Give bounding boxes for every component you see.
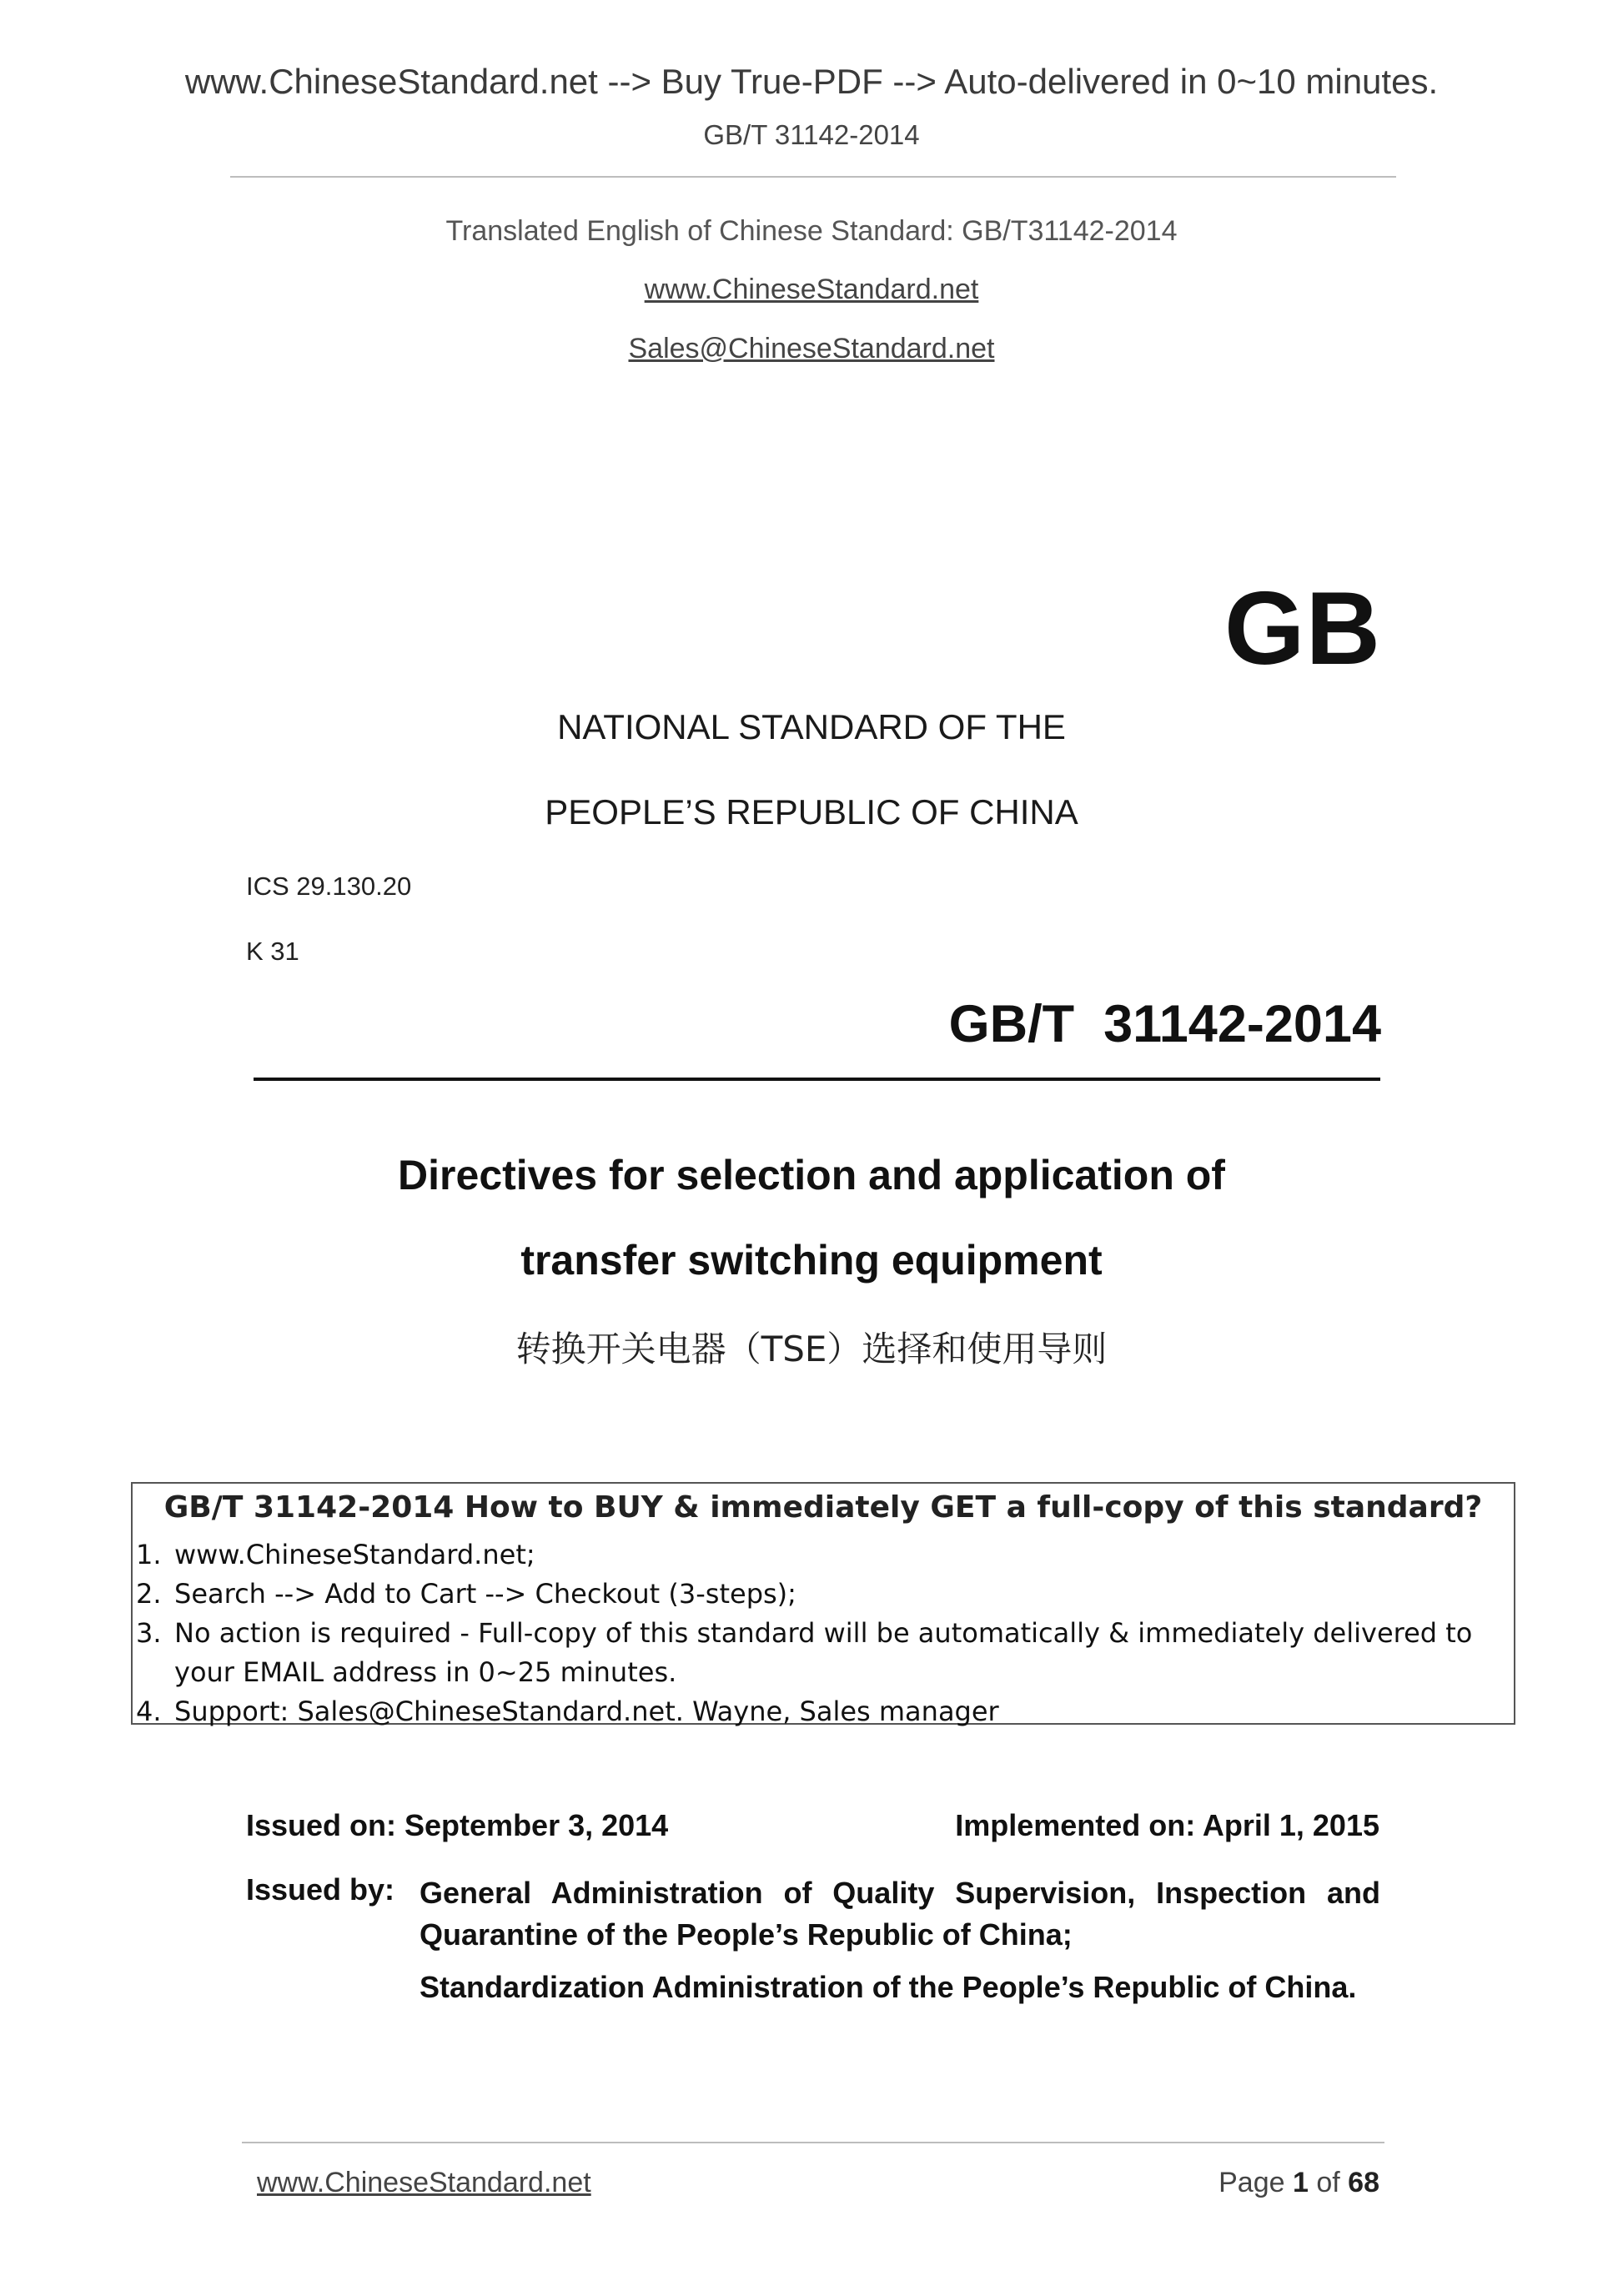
buy-step-number: 3. [136,1617,162,1649]
translated-line: Translated English of Chinese Standard: GB/T31142-2014 [445,215,1178,247]
buy-instructions-box [131,1482,1515,1725]
buy-steps-list [133,1535,1514,1731]
buy-step [133,1614,1514,1692]
issuing-organization-1: General Administration of Quality Supervision, Inspection and Quarantine of the People’s Republic of China; [420,1876,1380,1952]
k-code: K 31 [246,937,299,966]
page-current: 1 [1292,2167,1309,2198]
buy-step-text: www.ChineseStandard.net; [174,1539,535,1570]
title-line1: Directives for selection and application of [398,1152,1225,1198]
buy-step-number: 4. [136,1696,162,1727]
buy-box-heading: GB/T 31142-2014 How to BUY & immediately GET a full-copy of this standard? [163,1490,1483,1525]
buy-step-text: No action is required - Full-copy of this standard will be automatically & immediately delivered to your EMAIL address in 0~25 minutes. [174,1617,1473,1688]
page-total: 68 [1348,2167,1379,2198]
buy-step [133,1535,1514,1575]
email-link-container [0,333,1623,365]
issuing-organization-2: Standardization Administration of the People’s Republic of China. [420,1970,1357,2004]
implemented-on-date: Implemented on: April 1, 2015 [955,1808,1379,1842]
standard-number: GB/T 31142-2014 [948,995,1381,1053]
website-link[interactable]: www.ChineseStandard.net [644,274,979,305]
buy-step-number: 2. [136,1578,162,1610]
buy-step [133,1575,1514,1614]
page-label: Page [1219,2167,1285,2198]
national-standard-line2: PEOPLE’S REPUBLIC OF CHINA [545,792,1078,831]
buy-step-text: Support: Sales@ChineseStandard.net. Wayne, Sales manager [174,1696,999,1727]
buy-step-text: Search --> Add to Cart --> Checkout (3-steps); [174,1578,796,1610]
standard-number-rule [254,1078,1380,1081]
buy-step [133,1692,1514,1731]
top-banner: www.ChineseStandard.net --> Buy True-PDF --> Auto-delivered in 0~10 minutes. [184,62,1439,101]
header-divider [230,176,1396,178]
issued-on-date: Issued on: September 3, 2014 [246,1808,669,1842]
issued-by-label: Issued by: [246,1872,395,1907]
footer-divider [242,2142,1384,2143]
footer-website-link[interactable]: www.ChineseStandard.net [257,2167,591,2198]
page-of: of [1316,2167,1340,2198]
header-standard-code: GB/T 31142-2014 [703,119,920,150]
national-standard-line1: NATIONAL STANDARD OF THE [557,707,1066,746]
title-chinese: 转换开关电器（TSE）选择和使用导则 [515,1329,1108,1369]
ics-code: ICS 29.130.20 [246,872,412,901]
gb-mark: GB [1224,571,1381,686]
buy-step-number: 1. [136,1539,162,1570]
page-indicator [1219,2167,1379,2199]
email-link[interactable]: Sales@ChineseStandard.net [628,333,995,364]
title-line2: transfer switching equipment [520,1237,1103,1284]
website-link-container [0,274,1623,306]
